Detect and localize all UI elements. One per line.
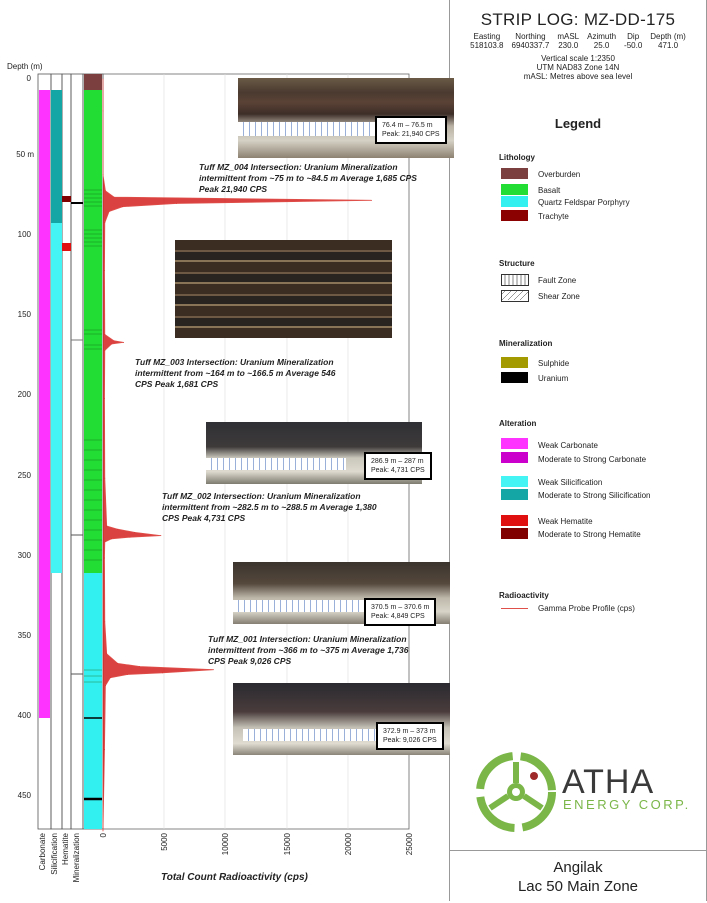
gamma-point xyxy=(104,222,105,223)
legend-sulphide: Sulphide xyxy=(538,359,570,368)
footer-divider xyxy=(450,850,706,851)
x-tick: 15000 xyxy=(283,833,292,856)
depth-tick: 400 xyxy=(17,711,31,720)
title-block xyxy=(450,10,706,81)
depth-tick: 50 m xyxy=(16,150,34,159)
weak-carbonate-swatch xyxy=(501,438,528,449)
sulphide-swatch xyxy=(501,357,528,368)
legend-trachyte: Trachyte xyxy=(538,212,569,221)
legend-qfp: Quartz Feldspar Porphyry xyxy=(538,198,630,207)
log-title: STRIP LOG: MZ-DD-175 xyxy=(480,10,676,29)
col-masl: mASL xyxy=(557,32,580,41)
gamma-point xyxy=(161,535,162,536)
projection: UTM NAD83 Zone 14N xyxy=(536,63,620,72)
gamma-point xyxy=(103,111,104,112)
col-easting: Easting xyxy=(473,32,501,41)
gamma-point xyxy=(106,653,107,654)
scale-ruler xyxy=(233,600,373,612)
gamma-point xyxy=(105,685,106,686)
depth-tick: 0 xyxy=(26,74,31,83)
gamma-point xyxy=(162,673,163,674)
gamma-point xyxy=(104,350,105,351)
weak-hematite-swatch xyxy=(501,515,528,526)
uranium-swatch xyxy=(501,372,528,383)
photo-tag xyxy=(375,116,447,144)
gamma-point xyxy=(213,669,214,670)
gamma-point xyxy=(114,197,115,198)
legend-weak-carbonate: Weak Carbonate xyxy=(538,441,598,450)
depth-tick: 200 xyxy=(17,390,31,399)
trachyte-swatch xyxy=(501,210,528,221)
weak-silicification-swatch xyxy=(501,476,528,487)
gamma-point xyxy=(117,663,118,664)
photo-tag-depth: 76.4 m – 76.5 m xyxy=(382,122,433,129)
legend-lithology-heading: Lithology xyxy=(499,153,535,162)
gamma-point xyxy=(114,340,115,341)
legend-title: Legend xyxy=(554,116,602,131)
gamma-point xyxy=(104,749,105,750)
col-depth: Depth (m) xyxy=(650,32,686,41)
gamma-point xyxy=(106,526,107,527)
column-label-carbonate: Carbonate xyxy=(38,833,47,871)
gamma-point xyxy=(122,206,123,207)
depth-tick: 150 xyxy=(17,310,31,319)
legend-strong-silicification: Moderate to Strong Silicification xyxy=(538,491,651,500)
gamma-point xyxy=(104,398,105,399)
gamma-point xyxy=(111,538,112,539)
x-tick: 0 xyxy=(99,833,108,838)
scale-ruler xyxy=(243,729,383,741)
legend-weak-hematite: Weak Hematite xyxy=(538,517,593,526)
scale-ruler xyxy=(206,458,346,470)
col-northing: Northing xyxy=(515,32,546,41)
gamma-point xyxy=(176,203,177,204)
depth-axis-label: Depth (m) xyxy=(7,62,43,71)
zone-name: Lac 50 Main Zone xyxy=(517,878,639,895)
legend-structure-heading: Structure xyxy=(499,259,535,268)
gamma-point xyxy=(117,529,118,530)
depth-tick: 250 xyxy=(17,471,31,480)
gamma-point xyxy=(134,532,135,533)
val-dip: -50.0 xyxy=(624,41,643,50)
x-tick: 25000 xyxy=(405,833,414,856)
legend-radioactivity-heading: Radioactivity xyxy=(499,591,549,600)
photo-tag-peak: Peak: 4,731 CPS xyxy=(371,467,425,474)
photo-tag xyxy=(376,722,444,750)
column-label-mineralization: Mineralization xyxy=(72,833,81,883)
masl-note: mASL: Metres above sea level xyxy=(523,72,633,81)
depth-tick: 350 xyxy=(17,631,31,640)
strong-silicification-swatch xyxy=(501,489,528,500)
gamma-point xyxy=(104,478,105,479)
gamma-point xyxy=(105,190,106,191)
gamma-point xyxy=(104,621,105,622)
intersection-note-mz004: Tuff MZ_004 Intersection: Uranium Mineralization intermittent from ~75 m to ~84.5 m Average 1,685 CPS Peak 21,940 CPS xyxy=(199,162,417,194)
strong-carbonate-swatch xyxy=(501,452,528,463)
structure-swatches xyxy=(501,274,529,302)
legend-overburden: Overburden xyxy=(538,170,581,179)
company-subtitle: ENERGY CORP. xyxy=(563,797,691,812)
val-depth: 471.0 xyxy=(658,41,679,50)
gamma-point xyxy=(109,211,110,212)
core-box-photo xyxy=(175,240,392,338)
legend-mineralization-heading: Mineralization xyxy=(499,339,553,348)
legend-strong-carbonate: Moderate to Strong Carbonate xyxy=(538,455,647,464)
col-azimuth: Azimuth xyxy=(587,32,617,41)
depth-tick: 100 xyxy=(17,230,31,239)
gamma-point xyxy=(139,666,140,667)
intersection-note-mz002: Tuff MZ_002 Intersection: Uranium Mineralization intermittent from ~282.5 m to ~288.5 m Average 1,380 CPS Peak 4,731 CPS xyxy=(162,491,377,523)
legend-gamma: Gamma Probe Profile (cps) xyxy=(538,604,635,613)
photo-tag xyxy=(364,598,436,626)
qfp-swatch xyxy=(501,196,528,207)
company-name: ATHA xyxy=(562,763,655,801)
scale-ruler xyxy=(238,122,378,136)
val-northing: 6940337.7 xyxy=(511,41,550,50)
gamma-point xyxy=(104,270,105,271)
legend-uranium: Uranium xyxy=(538,374,569,383)
legend-shear-zone: Shear Zone xyxy=(538,292,580,301)
depth-tick: 450 xyxy=(17,791,31,800)
photo-tag-peak: Peak: 4,849 CPS xyxy=(371,613,425,620)
gamma-point xyxy=(103,174,104,175)
overburden-swatch xyxy=(501,168,528,179)
column-label-silicification: Silicification xyxy=(50,833,59,875)
intersection-note-mz003: Tuff MZ_003 Intersection: Uranium Mineralization intermittent from ~164 m to ~166.5 m Average 546 CPS Peak 1,681 CPS xyxy=(135,357,336,389)
photo-tag-depth: 370.5 m – 370.6 m xyxy=(371,604,430,611)
gamma-point xyxy=(103,79,104,80)
project-name: Angilak xyxy=(553,859,603,876)
gamma-point xyxy=(127,674,128,675)
intersection-note-mz001: Tuff MZ_001 Intersection: Uranium Mineralization intermittent from ~366 m to ~375 m Average 1,736 CPS Peak 9,026 CPS xyxy=(208,634,409,666)
gamma-point xyxy=(104,558,105,559)
legend-strong-hematite: Moderate to Strong Hematite xyxy=(538,530,641,539)
val-azimuth: 25.0 xyxy=(593,41,610,50)
gamma-point xyxy=(111,344,112,345)
photo-tag-peak: Peak: 21,940 CPS xyxy=(382,131,440,138)
atha-logo-icon xyxy=(476,752,556,832)
gamma-point xyxy=(103,831,104,832)
photo-tag-depth: 372.9 m – 373 m xyxy=(383,728,436,735)
depth-tick: 300 xyxy=(17,551,31,560)
x-tick: 20000 xyxy=(344,833,353,856)
gamma-point xyxy=(110,677,111,678)
gamma-point xyxy=(104,334,105,335)
gamma-point xyxy=(371,200,372,201)
strong-hematite-swatch xyxy=(501,528,528,539)
legend-basalt: Basalt xyxy=(538,186,561,195)
photo-tag-depth: 286.9 m – 287 m xyxy=(371,458,424,465)
x-axis-label: Total Count Radioactivity (cps) xyxy=(161,872,308,883)
legend-alteration-heading: Alteration xyxy=(499,419,537,428)
legend-fault-zone: Fault Zone xyxy=(538,276,577,285)
collar-table xyxy=(466,32,690,50)
val-masl: 230.0 xyxy=(558,41,579,50)
gamma-line-swatch xyxy=(501,608,528,609)
gamma-point xyxy=(104,542,105,543)
col-dip: Dip xyxy=(627,32,640,41)
gamma-point xyxy=(123,342,124,343)
legend-weak-silicification: Weak Silicification xyxy=(538,478,603,487)
vertical-scale: Vertical scale 1:2350 xyxy=(541,54,615,63)
photo-tag-peak: Peak: 9,026 CPS xyxy=(383,737,437,744)
column-label-hematite: Hematite xyxy=(61,833,70,866)
basalt-swatch xyxy=(501,184,528,195)
x-tick: 10000 xyxy=(221,833,230,856)
project-block xyxy=(450,858,706,896)
x-tick: 5000 xyxy=(160,833,169,851)
val-easting: 518103.8 xyxy=(470,41,504,50)
photo-tag xyxy=(364,452,432,480)
gamma-point xyxy=(130,537,131,538)
